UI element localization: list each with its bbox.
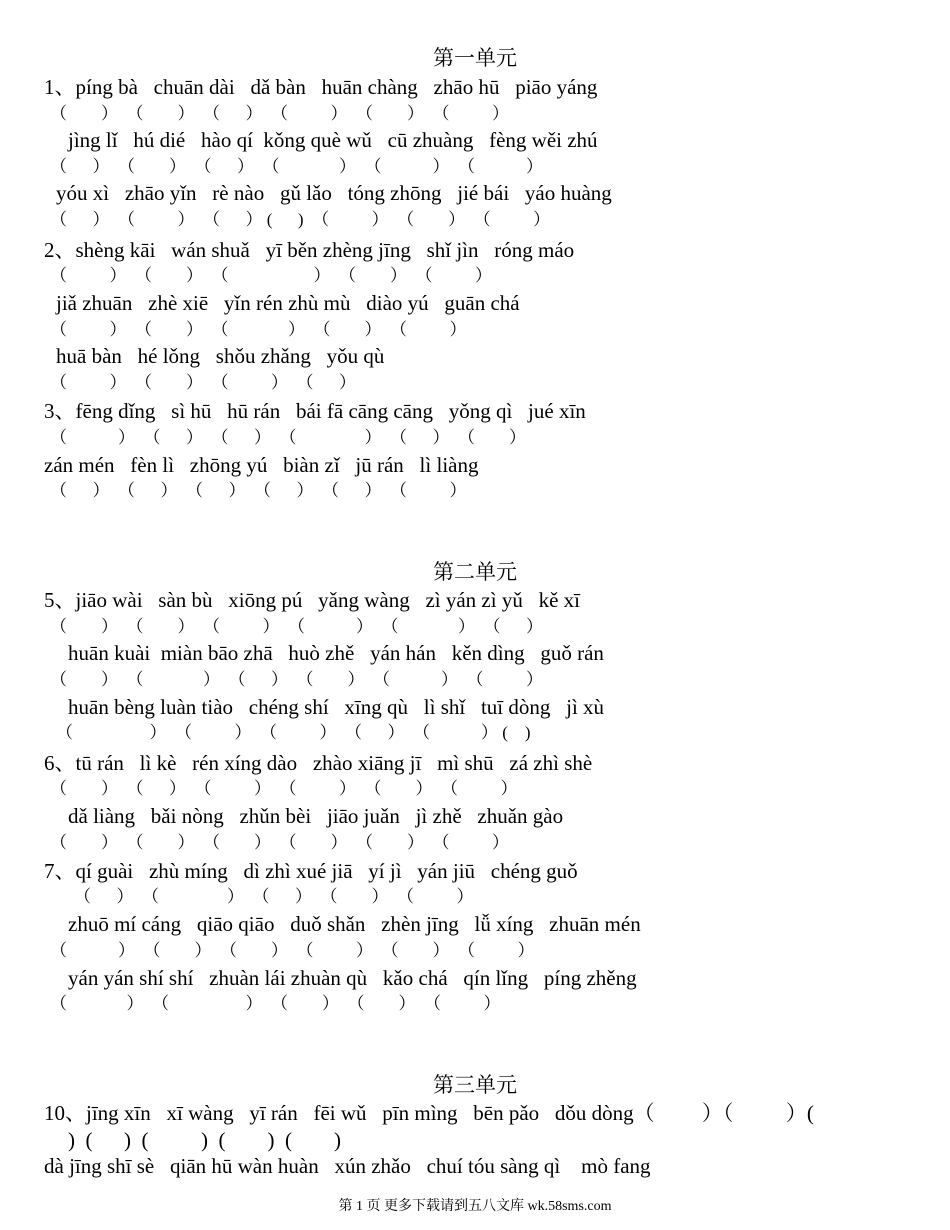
- pinyin-line: dà jīng shī sè qiān hū wàn huàn xún zhǎo chuí tóu sàng qì mò fang: [44, 1154, 651, 1178]
- pinyin-line: zhuō mí cáng qiāo qiāo duǒ shǎn zhèn jīng lǚ xíng zhuān mén: [68, 912, 641, 936]
- pinyin-line: jiǎ zhuān zhè xiē yǐn rén zhù mù diào yú guān chá: [56, 291, 520, 315]
- page-footer: 第 1 页 更多下载请到五八文库 wk.58sms.com: [338, 1199, 612, 1214]
- answer-line: （ ） （ ） （ ） （ ） （ ） （ ）: [50, 670, 543, 689]
- answer-line: （ ） （ ） （ ） ( ) （ ） （ ） （ ）: [50, 210, 551, 229]
- pinyin-line: 7、qí guài zhù míng dì zhì xué jiā yí jì yán jiū chéng guǒ: [44, 859, 578, 883]
- pinyin-line: yóu xì zhāo yǐn rè nào gǔ lǎo tóng zhōng jié bái yáo huàng: [56, 181, 612, 205]
- answer-line: （ ） （ ） （ ） （ ） （ ） （ ）: [50, 779, 518, 798]
- unit-title: 第一单元: [433, 46, 517, 70]
- pinyin-line: 10、jīng xīn xī wàng yī rán fēi wǔ pīn mìng bēn pǎo dǒu dòng（ ）（ ）(: [44, 1101, 814, 1125]
- unit-title: 第二单元: [433, 560, 517, 584]
- answer-line: （ ） （ ） （ ） （ ） （ ）: [50, 994, 501, 1013]
- pinyin-line: huān kuài miàn bāo zhā huò zhě yán hán kěn dìng guǒ rán: [68, 641, 604, 665]
- pinyin-line: dǎ liàng bǎi nòng zhǔn bèi jiāo juǎn jì zhě zhuǎn gào: [68, 804, 564, 828]
- answer-line: （ ） （ ） （ ） （ ） （ ） （ ）: [50, 104, 509, 123]
- answer-line: （ ） （ ） （ ） （ ） （ ） （ ）: [50, 428, 526, 447]
- pinyin-line: 6、tū rán lì kè rén xíng dào zhào xiāng jī mì shū zá zhì shè: [44, 751, 593, 775]
- answer-line: （ ） （ ） （ ） （ ） （ ） （ ）: [50, 941, 535, 960]
- answer-line: （ ） （ ） （ ） （ ） （ ）: [50, 320, 467, 339]
- answer-line: ) ( ) ( ) ( ) ( ): [68, 1128, 341, 1152]
- answer-line: （ ） （ ） （ ） （ ） （ ） （ ）: [50, 833, 509, 852]
- pinyin-line: 5、jiāo wài sàn bù xiōng pú yǎng wàng zì yán zì yǔ kě xī: [44, 588, 580, 612]
- answer-line: （ ） （ ） （ ） （ ） （ ）: [74, 887, 474, 906]
- pinyin-line: huān bèng luàn tiào chéng shí xīng qù lì shǐ tuī dòng jì xù: [68, 695, 605, 719]
- answer-line: （ ） （ ） （ ） （ ） （ ）: [50, 266, 492, 285]
- pinyin-line: jìng lǐ hú dié hào qí kǒng què wǔ cū zhuàng fèng wěi zhú: [68, 128, 598, 152]
- answer-line: （ ） （ ） （ ） （ ） （ ） （ ）: [50, 157, 543, 176]
- pinyin-line: huā bàn hé lǒng shǒu zhǎng yǒu qù: [56, 344, 385, 368]
- answer-line: （ ） （ ） （ ） （ ） （ ） （ ）: [50, 617, 543, 636]
- pinyin-line: zán mén fèn lì zhōng yú biàn zǐ jū rán lì liàng: [44, 453, 479, 477]
- answer-line: （ ） （ ） （ ） （ ） （ ） ( ): [56, 723, 531, 742]
- pinyin-line: 1、píng bà chuān dài dǎ bàn huān chàng zhāo hū piāo yáng: [44, 75, 598, 99]
- answer-line: （ ） （ ） （ ） （ ）: [50, 373, 356, 392]
- unit-title: 第三单元: [433, 1073, 517, 1097]
- pinyin-line: 2、shèng kāi wán shuǎ yī běn zhèng jīng shǐ jìn róng máo: [44, 238, 575, 262]
- pinyin-line: 3、fēng dǐng sì hū hū rán bái fā cāng cāng yǒng qì jué xīn: [44, 399, 586, 423]
- answer-line: （ ） （ ） （ ） （ ） （ ） （ ）: [50, 481, 467, 500]
- pinyin-line: yán yán shí shí zhuàn lái zhuàn qù kǎo chá qín lǐng píng zhěng: [68, 966, 637, 990]
